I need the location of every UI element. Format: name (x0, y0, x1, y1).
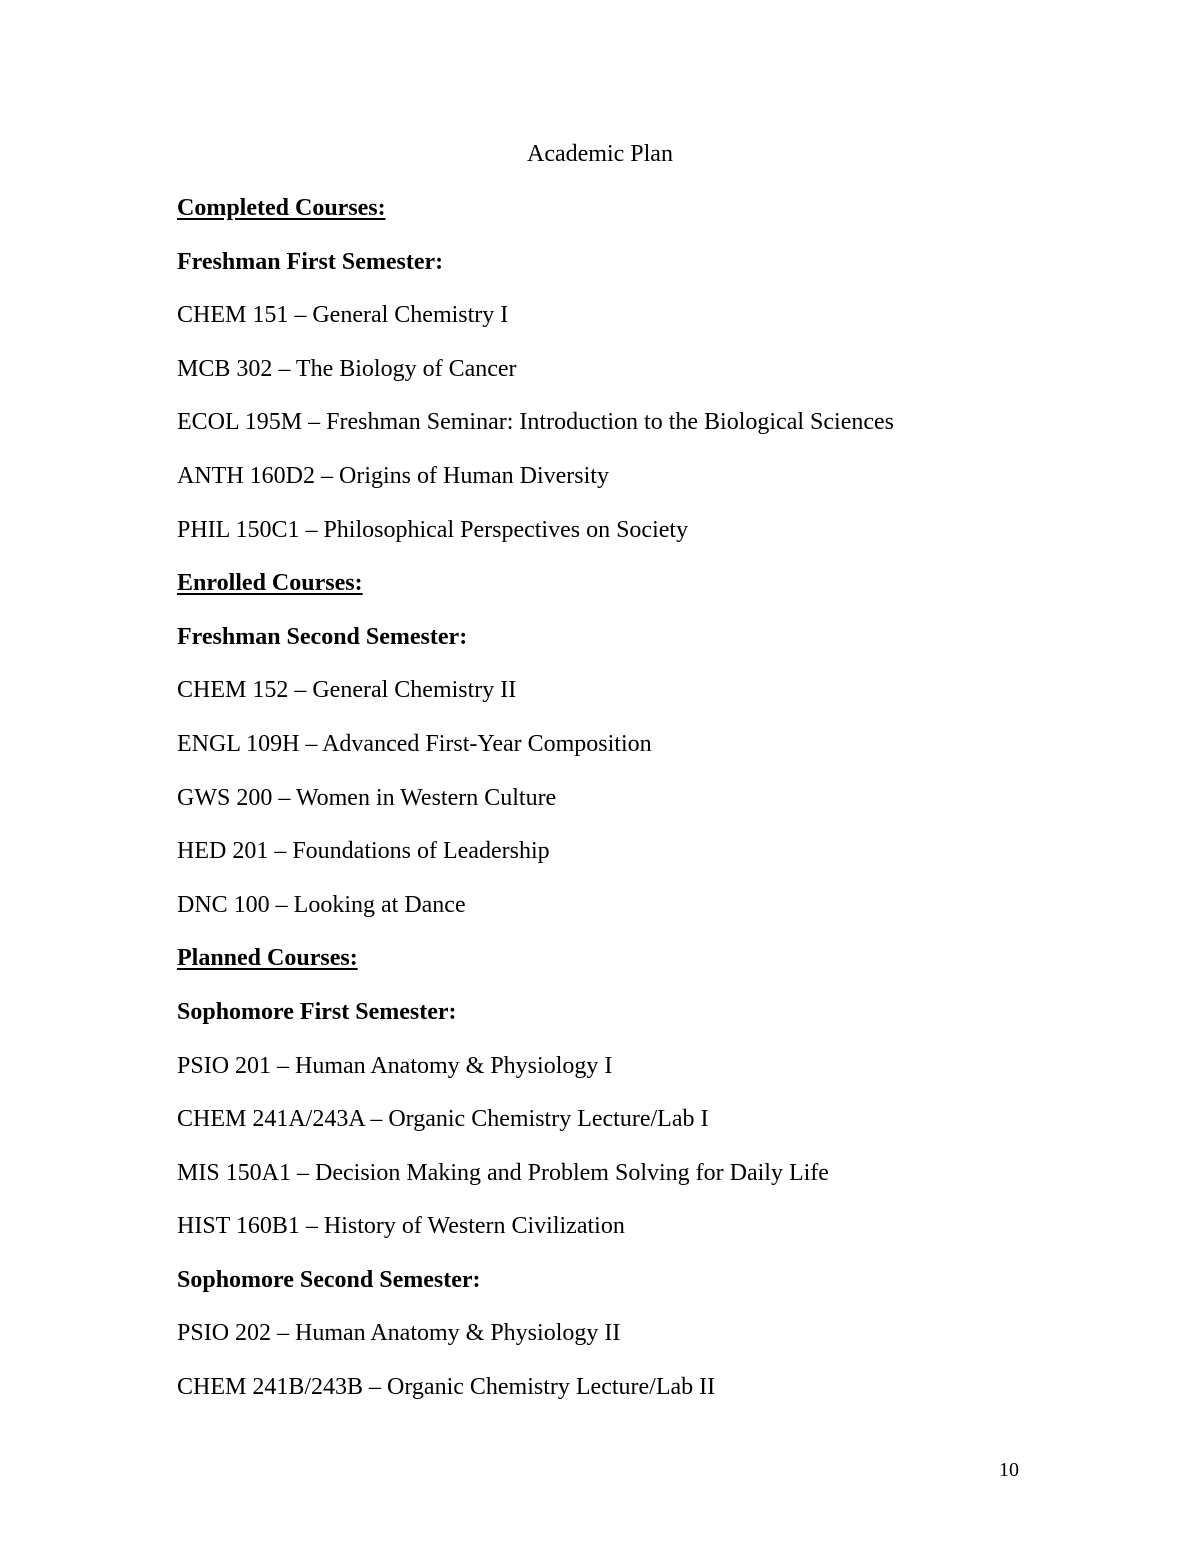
page-number: 10 (999, 1459, 1019, 1481)
course-item: HIST 160B1 – History of Western Civilization (177, 1213, 625, 1240)
course-item: CHEM 152 – General Chemistry II (177, 677, 517, 704)
section-heading-enrolled: Enrolled Courses: (177, 570, 363, 597)
course-item: CHEM 151 – General Chemistry I (177, 302, 509, 329)
semester-heading-sophomore-second: Sophomore Second Semester: (177, 1266, 481, 1293)
section-heading-completed: Completed Courses: (177, 195, 386, 221)
course-item: MIS 150A1 – Decision Making and Problem Solving for Daily Life (177, 1159, 829, 1186)
course-list (177, 194, 1077, 1427)
course-item: MCB 302 – The Biology of Cancer (177, 355, 517, 382)
course-item: PSIO 202 – Human Anatomy & Physiology II (177, 1320, 621, 1347)
semester-heading-freshman-second: Freshman Second Semester: (177, 623, 468, 650)
course-item: HED 201 – Foundations of Leadership (177, 838, 550, 865)
course-item: ENGL 109H – Advanced First-Year Composition (177, 730, 652, 757)
course-item: ANTH 160D2 – Origins of Human Diversity (177, 462, 609, 489)
semester-heading-sophomore-first: Sophomore First Semester: (177, 998, 457, 1025)
course-item: PHIL 150C1 – Philosophical Perspectives on Society (177, 516, 689, 543)
course-item: PSIO 201 – Human Anatomy & Physiology I (177, 1052, 613, 1079)
course-item: CHEM 241B/243B – Organic Chemistry Lecture/Lab II (177, 1374, 716, 1401)
section-heading-planned: Planned Courses: (177, 945, 358, 972)
course-item: DNC 100 – Looking at Dance (177, 891, 466, 918)
semester-heading-freshman-first: Freshman First Semester: (177, 248, 444, 275)
course-item: GWS 200 – Women in Western Culture (177, 784, 557, 811)
page-title: Academic Plan (527, 141, 673, 167)
course-item: ECOL 195M – Freshman Seminar: Introduction to the Biological Sciences (177, 409, 894, 436)
course-item: CHEM 241A/243A – Organic Chemistry Lecture/Lab I (177, 1106, 709, 1133)
